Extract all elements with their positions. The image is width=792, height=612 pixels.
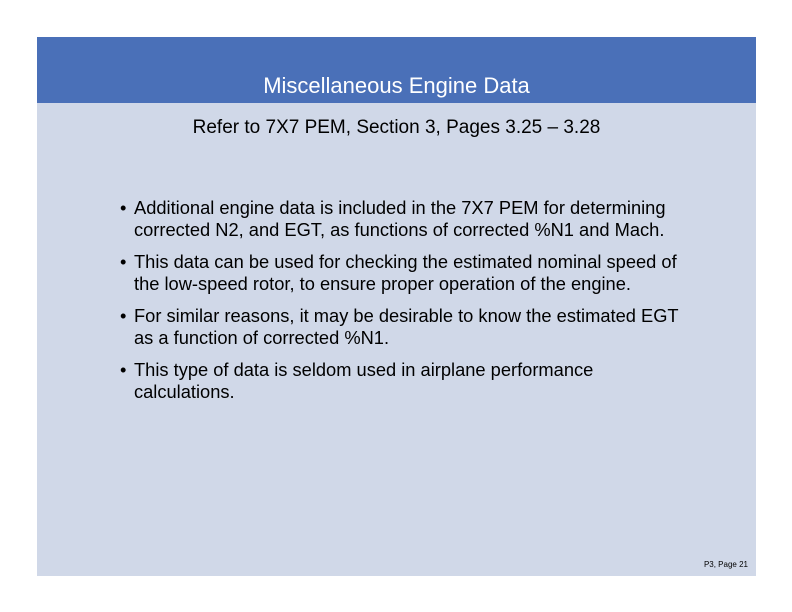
bullet-item bbox=[120, 305, 695, 348]
bullet-text: This type of data is seldom used in airplane performance calculations. bbox=[134, 359, 594, 402]
bullet-icon: • bbox=[120, 251, 127, 272]
slide bbox=[37, 37, 756, 576]
bullet-icon: • bbox=[120, 305, 127, 326]
bullet-text: For similar reasons, it may be desirable to know the estimated EGT as a function of corrected %N1. bbox=[134, 305, 679, 348]
bullet-list bbox=[120, 197, 695, 413]
bullet-text: Additional engine data is included in the 7X7 PEM for determining corrected N2, and EGT, as functions of corrected %N1 and Mach. bbox=[134, 197, 666, 240]
bullet-item bbox=[120, 251, 695, 294]
bullet-item bbox=[120, 197, 695, 240]
bullet-text: This data can be used for checking the estimated nominal speed of the low-speed rotor, to ensure proper operation of the engine. bbox=[134, 251, 677, 294]
bullet-icon: • bbox=[120, 359, 127, 380]
slide-subtitle: Refer to 7X7 PEM, Section 3, Pages 3.25 – 3.28 bbox=[192, 117, 601, 138]
page-number: P3, Page 21 bbox=[703, 560, 748, 569]
slide-title: Miscellaneous Engine Data bbox=[263, 73, 530, 98]
bullet-item bbox=[120, 359, 695, 402]
bullet-icon: • bbox=[120, 197, 127, 218]
